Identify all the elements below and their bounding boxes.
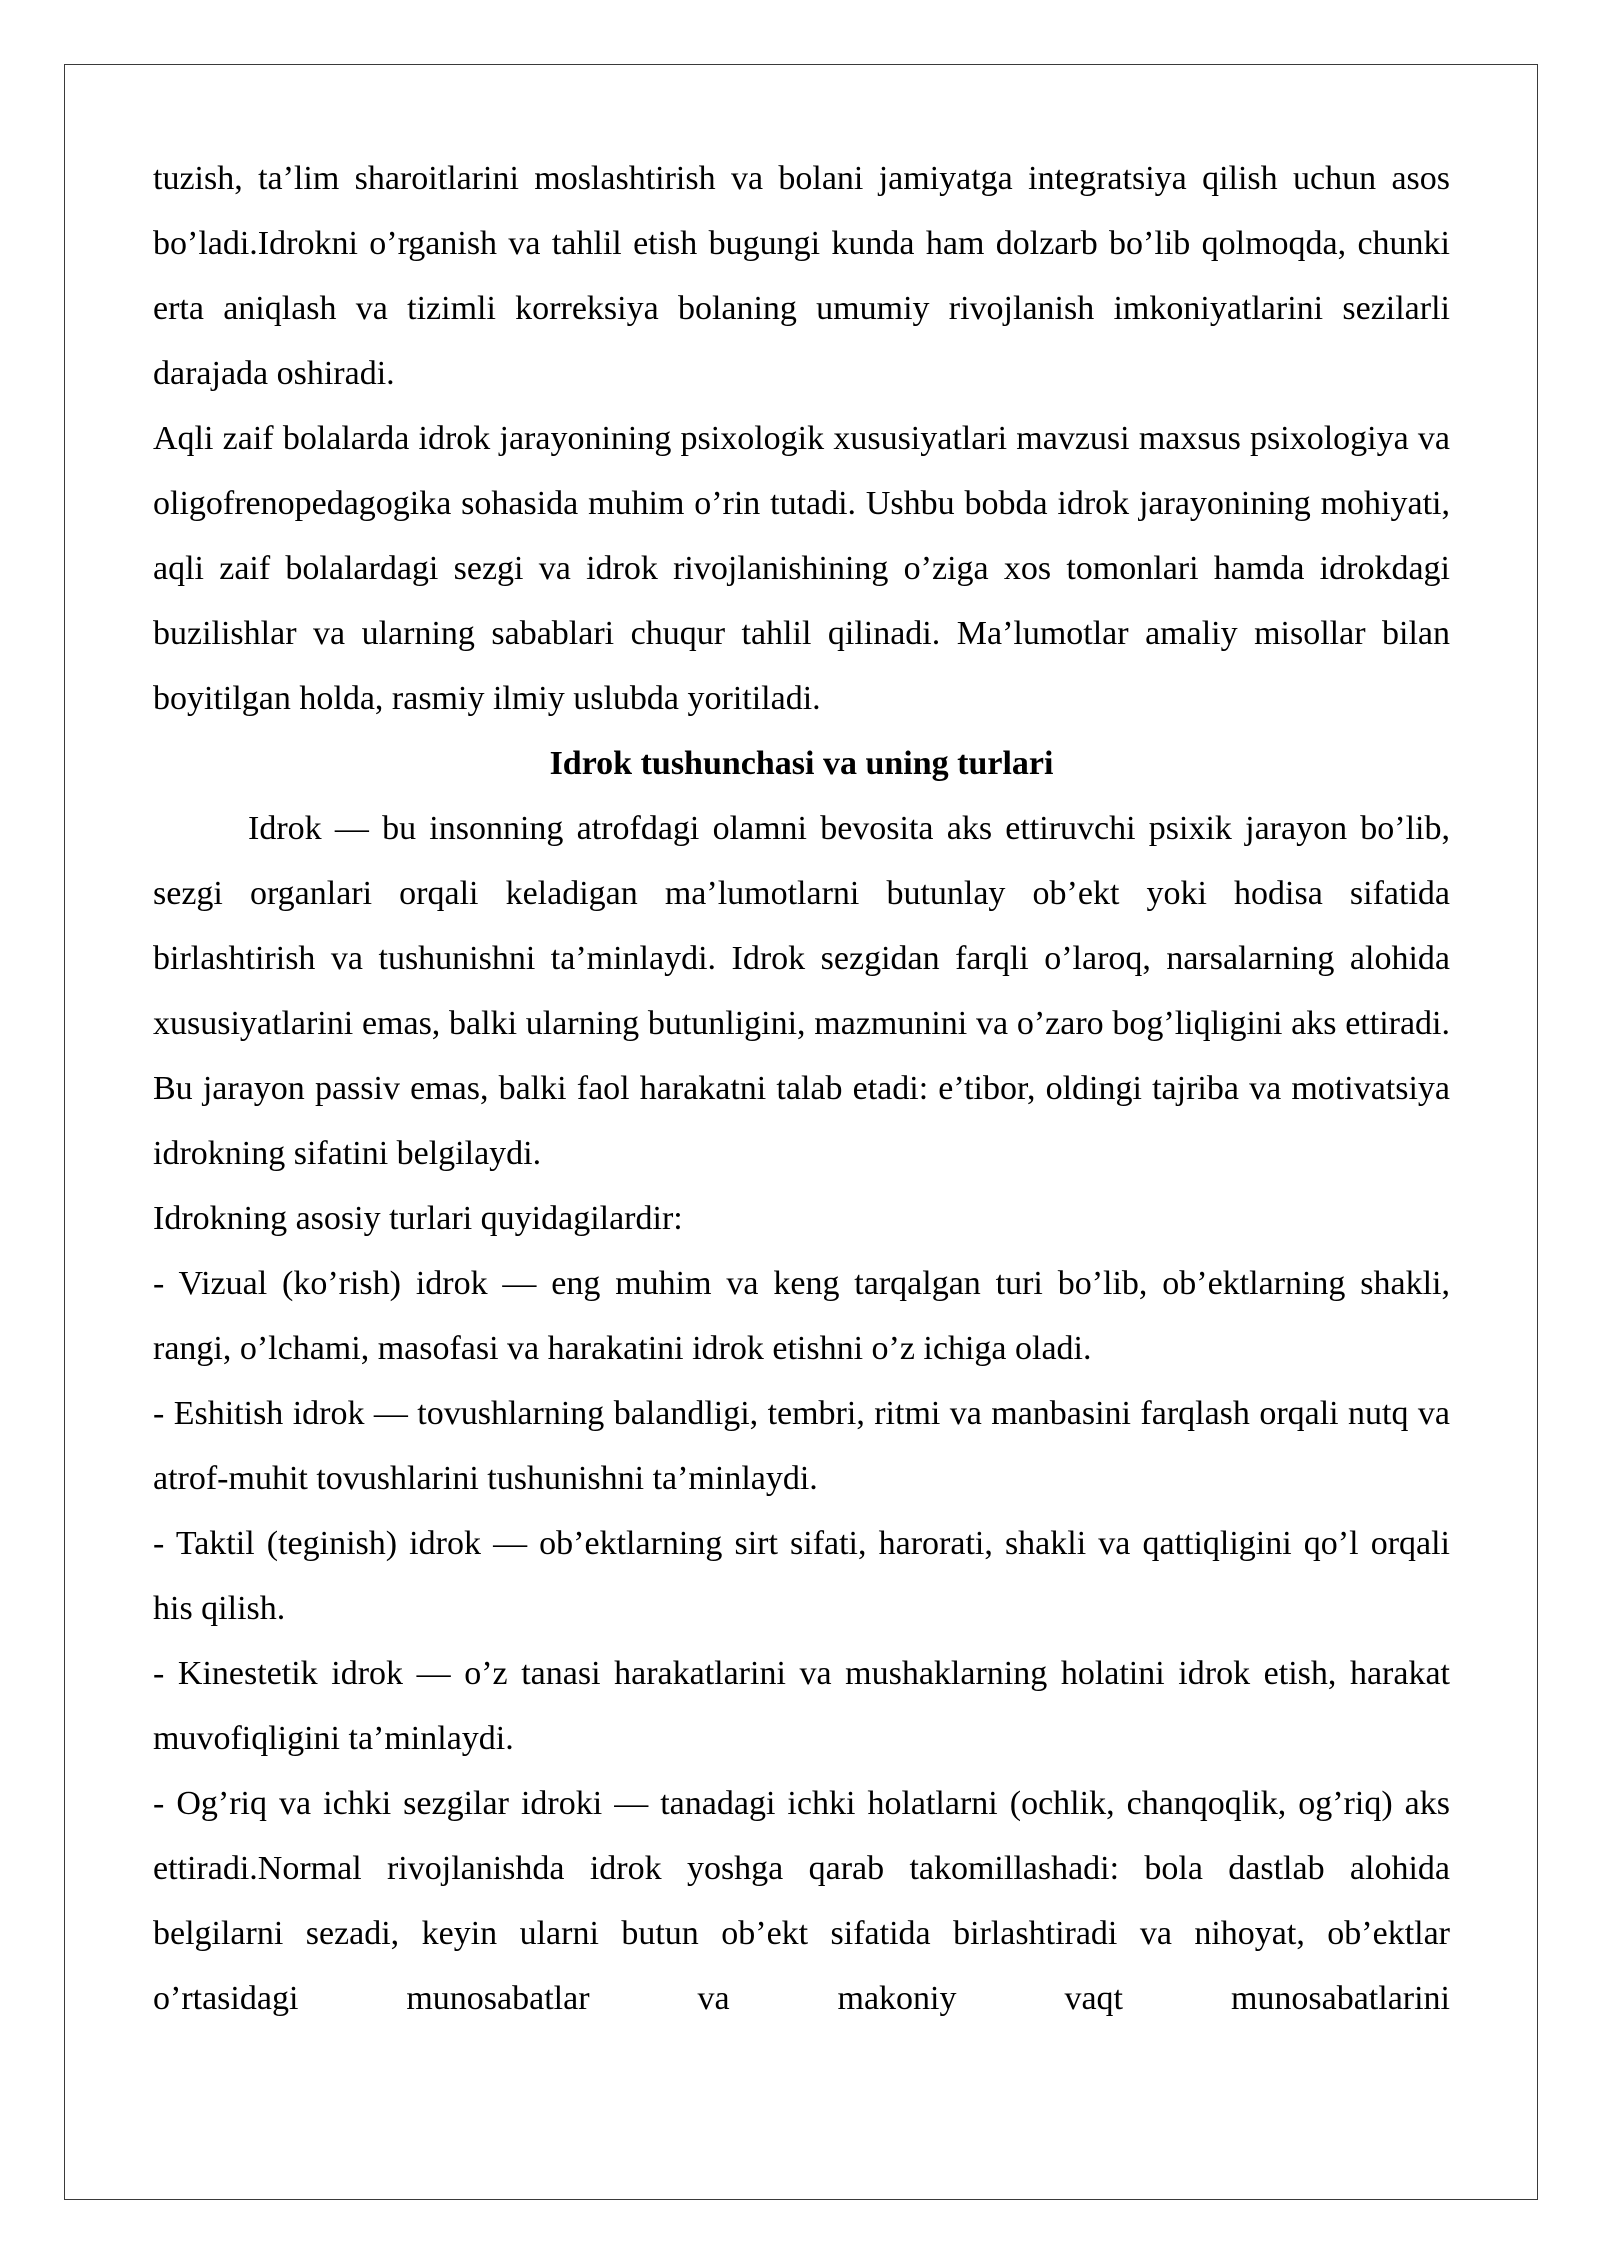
list-item-tactile-perception: - Taktil (teginish) idrok — ob’ektlarning sirt sifati, harorati, shakli va qattiqligini qo’l orqali his qilish. xyxy=(153,1525,1450,1627)
list-item-visual-perception: - Vizual (ko’rish) idrok — eng muhim va keng tarqalgan turi bo’lib, ob’ektlarning shakli, rangi, o’lchami, masofasi va harakatini idrok etishni o’z ichiga oladi. xyxy=(153,1265,1450,1367)
paragraph-intro-continued: tuzish, ta’lim sharoitlarini moslashtirish va bolani jamiyatga integratsiya qilish uchun asos bo’ladi.Idrokni o’rganish va tahlil etish bugungi kunda ham dolzarb bo’lib qolmoqda, chunki erta aniqlash va tizimli korreksiya bolaning umumiy rivojlanish imkoniyatlarini sezilarli darajada oshiradi. xyxy=(153,160,1450,392)
list-item-pain-internal-perception: - Og’riq va ichki sezgilar idroki — tanadagi ichki holatlarni (ochlik, chanqoqlik, og’riq) aks ettiradi.Normal rivojlanishda idrok yoshga qarab takomillashadi: bola dastlab alohida belgilarni sezadi, keyin ularni butun ob’ekt sifatida birlashtiradi va nihoyat, ob’ektlar o’rtasidagi munosabatlar va makoniy vaqt munosabatlarini xyxy=(153,1785,1450,2017)
document-body xyxy=(153,146,1450,2031)
paragraph-types-intro: Idrokning asosiy turlari quyidagilardir: xyxy=(153,1200,683,1237)
list-item-auditory-perception: - Eshitish idrok — tovushlarning balandligi, tembri, ritmi va manbasini farqlash orqali nutq va atrof-muhit tovushlarini tushunishni ta’minlaydi. xyxy=(153,1395,1450,1497)
paragraph-chapter-overview: Aqli zaif bolalarda idrok jarayonining psixologik xususiyatlari mavzusi maxsus psixologiya va oligofrenopedagogika sohasida muhim o’rin tutadi. Ushbu bobda idrok jarayonining mohiyati, aqli zaif bolalardagi sezgi va idrok rivojlanishining o’ziga xos tomonlari hamda idrokdagi buzilishlar va ularning sabablari chuqur tahlil qilinadi. Ma’lumotlar amaliy misollar bilan boyitilgan holda, rasmiy ilmiy uslubda yoritiladi. xyxy=(153,420,1450,717)
paragraph-perception-definition: Idrok — bu insonning atrofdagi olamni bevosita aks ettiruvchi psixik jarayon bo’lib, sezgi organlari orqali keladigan ma’lumotlarni butunlay ob’ekt yoki hodisa sifatida birlashtirish va tushunishni ta’minlaydi. Idrok sezgidan farqli o’laroq, narsalarning alohida xususiyatlarini emas, balki ularning butunligini, mazmunini va o’zaro bog’liqligini aks ettiradi. Bu jarayon passiv emas, balki faol harakatni talab etadi: e’tibor, oldingi tajriba va motivatsiya idrokning sifatini belgilaydi. xyxy=(153,810,1450,1172)
section-heading: Idrok tushunchasi va uning turlari xyxy=(549,745,1054,782)
list-item-kinesthetic-perception: - Kinestetik idrok — o’z tanasi harakatlarini va mushaklarning holatini idrok etish, harakat muvofiqligini ta’minlaydi. xyxy=(153,1655,1450,1757)
